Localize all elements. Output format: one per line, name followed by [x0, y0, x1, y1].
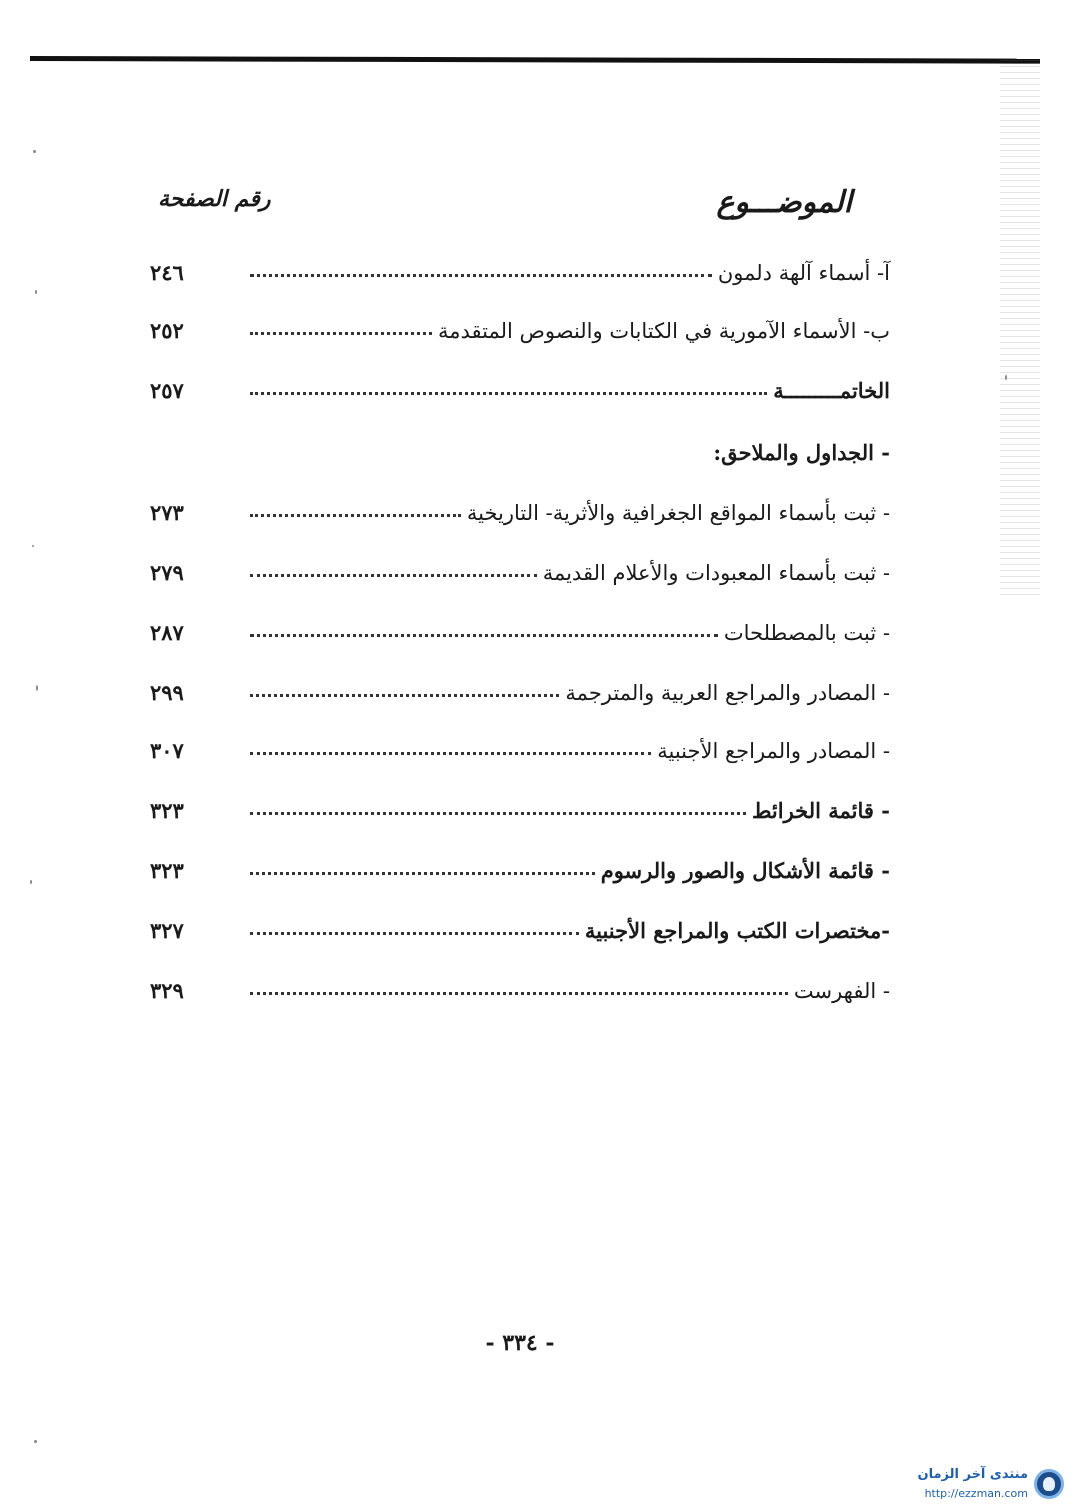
toc-leader-dots: [250, 331, 432, 335]
toc-entry: [150, 665, 890, 705]
toc-entry: [150, 485, 890, 525]
toc-entry: [150, 545, 890, 585]
toc-entry-title: - قائمة الأشكال والصور والرسوم: [600, 858, 890, 883]
toc-entry-page: ٢٤٦: [150, 260, 184, 285]
toc-entry-page: ٣٠٧: [150, 738, 184, 763]
watermark-name: منتدى آخر الزمان: [917, 1467, 1028, 1482]
scan-speck: [32, 545, 34, 547]
toc-entry: [150, 723, 890, 763]
toc-entry: [150, 963, 890, 1003]
scan-speck: [1005, 375, 1007, 380]
scan-margin-noise: [1000, 60, 1040, 600]
toc-leader-dots: [250, 931, 579, 935]
toc-entry-page: ٢٧٣: [150, 500, 184, 525]
toc-entry-page: ٣٢٩: [150, 978, 184, 1003]
toc-leader-dots: [250, 811, 746, 815]
topic-column-heading: الموضـــوع: [716, 185, 852, 220]
toc-entry-page: ٢٨٧: [150, 620, 184, 645]
watermark-url: http://ezzman.com: [924, 1487, 1028, 1500]
toc-entry-title: الخاتمـــــــــة: [773, 378, 890, 403]
toc-entry-title: - المصادر والمراجع العربية والمترجمة: [565, 681, 890, 705]
toc-entry: [150, 303, 890, 343]
toc-entry: [150, 363, 890, 403]
toc-entry-page: ٣٢٧: [150, 918, 184, 943]
toc-header: [150, 185, 852, 235]
toc-leader-dots: [250, 991, 788, 995]
toc-leader-dots: [250, 871, 595, 875]
toc-entry-title: - قائمة الخرائط: [751, 798, 890, 823]
toc-leader-dots: [250, 513, 461, 517]
toc-entry-title: - الجداول والملاحق:: [713, 440, 890, 465]
scan-speck: [34, 1440, 37, 1443]
forum-logo-icon: [1034, 1469, 1064, 1499]
toc-entry-page: ٣٢٣: [150, 858, 184, 883]
toc-entry-page: ٢٧٩: [150, 560, 184, 585]
top-rule: [30, 56, 1040, 64]
toc-leader-dots: [250, 273, 712, 277]
toc-leader-dots: [250, 633, 718, 637]
toc-leader-dots: [250, 391, 767, 395]
toc-entry-page: ٢٥٢: [150, 318, 184, 343]
toc-entry: [150, 245, 890, 285]
toc-entry-title: - المصادر والمراجع الأجنبية: [657, 739, 890, 763]
toc-entry-page: ٣٢٣: [150, 798, 184, 823]
toc-leader-dots: [250, 751, 651, 755]
toc-entry: [150, 783, 890, 823]
toc-entry: [150, 903, 890, 943]
toc-entry-title: - ثبت بالمصطلحات: [723, 621, 890, 645]
watermark: [880, 1465, 1070, 1509]
toc-entry-title: - ثبت بأسماء المواقع الجغرافية والأثرية- التاريخية: [466, 501, 890, 525]
scan-speck: [33, 150, 36, 153]
page-column-heading: رقم الصفحة: [158, 187, 271, 212]
scan-speck: [35, 290, 37, 294]
toc-entry-page: ٢٥٧: [150, 378, 184, 403]
toc-leader-dots: [250, 693, 559, 697]
toc-entry-title: ب- الأسماء الآمورية في الكتابات والنصوص المتقدمة: [437, 319, 890, 343]
toc-entry-title: - ثبت بأسماء المعبودات والأعلام القديمة: [542, 561, 890, 585]
toc-entry-title: آ- أسماء آلهة دلمون: [717, 261, 890, 285]
scan-speck: [30, 880, 32, 884]
page-number: - ٣٣٤ -: [485, 1330, 555, 1356]
toc-entry-page: ٢٩٩: [150, 680, 184, 705]
toc-entry: [150, 843, 890, 883]
toc-leader-dots: [250, 573, 537, 577]
toc-entry: [150, 425, 890, 465]
toc-entry-title: -مختصرات الكتب والمراجع الأجنبية: [584, 918, 890, 943]
toc-entry: [150, 605, 890, 645]
scan-speck: [36, 685, 38, 691]
toc-entry-title: - الفهرست: [793, 979, 890, 1003]
